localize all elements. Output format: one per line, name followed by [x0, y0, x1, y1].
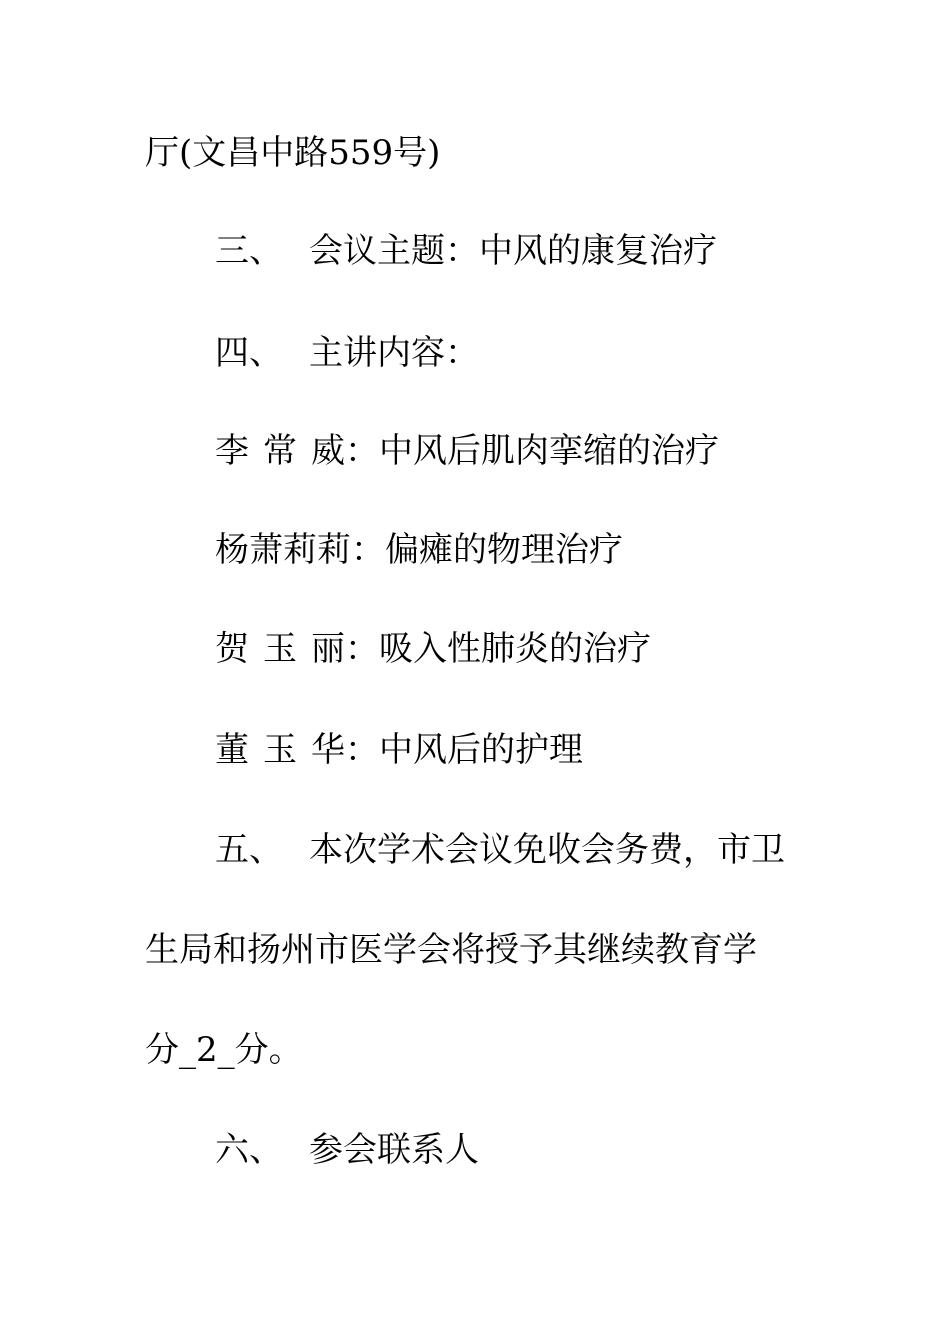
section-number: 三、: [215, 231, 283, 271]
section-text: 本次学术会议免收会务费，市卫: [309, 830, 785, 870]
section-5-credit-line-3: 分_2_分。: [145, 1030, 303, 1070]
speaker-name-char: 董: [215, 730, 249, 770]
address-continuation: 厅(文昌中路559号): [145, 133, 441, 173]
speaker-name-char: 玉: [263, 730, 297, 770]
section-5-credit-line-2: 生局和扬州市医学会将授予其继续教育学: [145, 930, 757, 970]
speaker-name-char: 威: [311, 431, 345, 471]
section-text: 会议主题：中风的康复治疗: [309, 231, 717, 271]
speaker-name-char: 贺: [215, 629, 249, 669]
speaker-name-char: 玉: [263, 629, 297, 669]
speaker-line: [215, 629, 651, 669]
speaker-topic: ：中风后肌肉挛缩的治疗: [345, 431, 719, 471]
speaker-line: [215, 530, 623, 570]
section-number: 四、: [215, 333, 283, 373]
section-text: 参会联系人: [309, 1130, 479, 1170]
speaker-name-char: 华: [311, 730, 345, 770]
section-5-credit-line-1: [215, 830, 785, 870]
speaker-line: [215, 431, 719, 471]
section-text: 主讲内容：: [309, 333, 479, 373]
section-number: 六、: [215, 1130, 283, 1170]
section-6-contact: [215, 1130, 479, 1170]
speaker-topic: ：偏瘫的物理治疗: [351, 530, 623, 570]
speaker-name-char: 李: [215, 431, 249, 471]
section-3-meeting-theme: [215, 231, 717, 271]
speaker-topic: ：吸入性肺炎的治疗: [345, 629, 651, 669]
speaker-name-char: 丽: [311, 629, 345, 669]
section-number: 五、: [215, 830, 283, 870]
speaker-name: 杨萧莉莉: [215, 530, 351, 570]
speaker-line: [215, 730, 583, 770]
speaker-topic: ：中风后的护理: [345, 730, 583, 770]
speaker-name-char: 常: [263, 431, 297, 471]
section-4-lecture-content: [215, 333, 479, 373]
